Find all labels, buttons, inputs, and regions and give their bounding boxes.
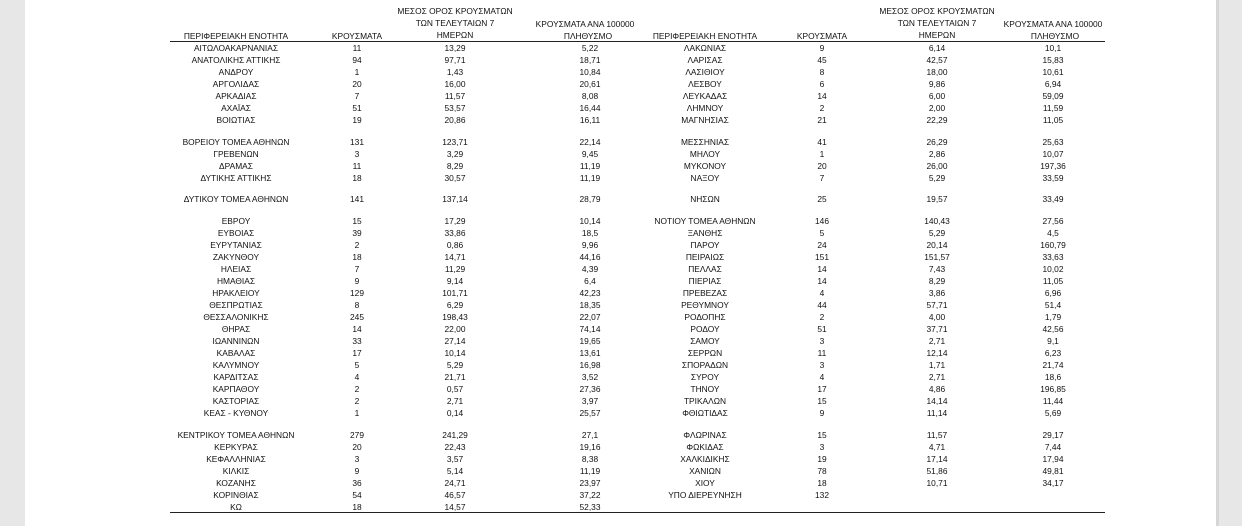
cell-per100k: 10,02 <box>1042 264 1064 274</box>
cell-avg: 1,43 <box>446 67 464 77</box>
cell-region: ΠΑΡΟΥ <box>690 240 720 250</box>
cell-region: ΜΕΣΣΗΝΙΑΣ <box>680 137 730 147</box>
cell-cases: 17 <box>817 384 827 394</box>
cell-cases: 1 <box>354 67 360 77</box>
cell-region: ΚΑΒΑΛΑΣ <box>216 348 256 358</box>
cell-avg: 5,29 <box>446 360 464 370</box>
cell-avg: 3,29 <box>446 149 464 159</box>
cell-cases: 33 <box>352 336 362 346</box>
cell-region: ΝΗΣΩΝ <box>690 194 720 204</box>
cell-avg: 11,57 <box>444 91 466 101</box>
cell-region: ΕΒΡΟΥ <box>221 216 251 226</box>
cell-avg: 11,57 <box>926 430 948 440</box>
cell-region: ΦΩΚΙΔΑΣ <box>686 442 724 452</box>
cell-per100k: 7,44 <box>1044 442 1062 452</box>
cell-region: ΚΟΖΑΝΗΣ <box>216 478 256 488</box>
cell-avg: 20,86 <box>444 115 466 125</box>
cell-cases: 5 <box>819 228 825 238</box>
cell-region: ΗΛΕΙΑΣ <box>220 264 252 274</box>
cell-cases: 9 <box>354 466 360 476</box>
cell-per100k: 9,1 <box>1047 336 1059 346</box>
cell-cases: 132 <box>815 490 829 500</box>
cell-cases: 54 <box>352 490 362 500</box>
cell-region: ΠΙΕΡΙΑΣ <box>688 276 722 286</box>
cell-cases: 14 <box>817 91 827 101</box>
cell-region: ΗΡΑΚΛΕΙΟΥ <box>212 288 260 298</box>
cell-cases: 51 <box>817 324 827 334</box>
cell-region: ΛΗΜΝΟΥ <box>686 103 724 113</box>
cell-per100k: 10,61 <box>1042 67 1064 77</box>
cell-avg: 140,43 <box>924 216 950 226</box>
cell-per100k: 42,23 <box>579 288 601 298</box>
cell-cases: 25 <box>817 194 827 204</box>
cell-cases: 151 <box>815 252 829 262</box>
cell-cases: 3 <box>354 454 360 464</box>
cell-avg: 57,71 <box>926 300 948 310</box>
cell-region: ΘΗΡΑΣ <box>221 324 251 334</box>
cell-per100k: 4,39 <box>581 264 599 274</box>
cell-avg: 2,71 <box>928 336 946 346</box>
cell-region: ΚΕΝΤΡΙΚΟΥ ΤΟΜΕΑ ΑΘΗΝΩΝ <box>177 430 295 440</box>
cell-region: ΧΑΝΙΩΝ <box>689 466 721 476</box>
cell-per100k: 18,35 <box>579 300 601 310</box>
cell-per100k: 11,59 <box>1042 103 1064 113</box>
cell-avg: 46,57 <box>444 490 466 500</box>
cell-per100k: 25,57 <box>579 408 601 418</box>
cell-region: ΚΕΡΚΥΡΑΣ <box>214 442 258 452</box>
cell-per100k: 16,98 <box>579 360 601 370</box>
cell-avg: 10,71 <box>926 478 948 488</box>
cell-avg: 22,00 <box>444 324 466 334</box>
cell-per100k: 27,36 <box>579 384 601 394</box>
cell-avg: 16,00 <box>444 79 466 89</box>
cell-per100k: 20,61 <box>579 79 601 89</box>
cell-per100k: 29,17 <box>1042 430 1064 440</box>
cell-cases: 17 <box>352 348 362 358</box>
cell-per100k: 27,56 <box>1042 216 1064 226</box>
cell-cases: 6 <box>819 79 825 89</box>
cell-avg: 5,29 <box>928 228 946 238</box>
cell-cases: 4 <box>819 372 825 382</box>
cell-cases: 8 <box>354 300 360 310</box>
cell-per100k: 196,85 <box>1040 384 1066 394</box>
header-per100k-line2: ΠΛΗΘΥΣΜΟ <box>563 31 613 41</box>
cell-avg: 53,57 <box>444 103 466 113</box>
cell-cases: 36 <box>352 478 362 488</box>
cell-avg: 8,29 <box>928 276 946 286</box>
cell-per100k: 11,19 <box>579 466 601 476</box>
cell-region: ΕΥΡΥΤΑΝΙΑΣ <box>210 240 262 250</box>
cell-avg: 14,14 <box>926 396 948 406</box>
cell-per100k: 18,5 <box>581 228 599 238</box>
cell-avg: 2,71 <box>928 372 946 382</box>
cell-avg: 22,43 <box>444 442 466 452</box>
cell-region: ΘΕΣΣΑΛΟΝΙΚΗΣ <box>203 312 269 322</box>
cell-cases: 14 <box>817 276 827 286</box>
cell-avg: 9,86 <box>928 79 946 89</box>
cell-cases: 131 <box>350 137 364 147</box>
cell-avg: 4,71 <box>928 442 946 452</box>
cell-avg: 51,86 <box>926 466 948 476</box>
cell-avg: 198,43 <box>442 312 468 322</box>
cell-avg: 6,14 <box>928 43 946 53</box>
cell-cases: 146 <box>815 216 829 226</box>
cell-region: ΑΝΑΤΟΛΙΚΗΣ ΑΤΤΙΚΗΣ <box>191 55 281 65</box>
cell-per100k: 10,1 <box>1044 43 1062 53</box>
cell-per100k: 33,59 <box>1042 173 1064 183</box>
header-cases: ΚΡΟΥΣΜΑΤΑ <box>331 31 383 41</box>
cell-region: ΚΑΛΥΜΝΟΥ <box>212 360 260 370</box>
cell-region: ΒΟΙΩΤΙΑΣ <box>216 115 256 125</box>
cell-region: ΣΠΟΡΑΔΩΝ <box>681 360 729 370</box>
cell-per100k: 33,63 <box>1042 252 1064 262</box>
cell-cases: 51 <box>352 103 362 113</box>
cell-avg: 26,00 <box>926 161 948 171</box>
cell-avg: 0,57 <box>446 384 464 394</box>
cell-avg: 0,14 <box>446 408 464 418</box>
cell-region: ΔΥΤΙΚΗΣ ΑΤΤΙΚΗΣ <box>200 173 272 183</box>
cell-per100k: 11,05 <box>1042 276 1064 286</box>
cell-per100k: 16,11 <box>579 115 601 125</box>
cell-per100k: 23,97 <box>579 478 601 488</box>
cell-region: ΑΡΚΑΔΙΑΣ <box>215 91 257 101</box>
cell-cases: 18 <box>352 502 362 512</box>
cell-avg: 5,14 <box>446 466 464 476</box>
cell-avg: 1,71 <box>928 360 946 370</box>
cell-cases: 9 <box>354 276 360 286</box>
cell-cases: 24 <box>817 240 827 250</box>
cell-avg: 21,71 <box>444 372 466 382</box>
cell-avg: 97,71 <box>444 55 466 65</box>
cell-cases: 14 <box>817 264 827 274</box>
header-cases: ΚΡΟΥΣΜΑΤΑ <box>796 31 848 41</box>
cell-avg: 4,00 <box>928 312 946 322</box>
cell-avg: 123,71 <box>442 137 468 147</box>
cell-region: ΝΟΤΙΟΥ ΤΟΜΕΑ ΑΘΗΝΩΝ <box>654 216 756 226</box>
header-avg-line2: ΤΩΝ ΤΕΛΕΥΤΑΙΩΝ 7 <box>897 18 977 28</box>
cell-cases: 20 <box>352 79 362 89</box>
cell-per100k: 9,45 <box>581 149 599 159</box>
cell-region: ΛΑΡΙΣΑΣ <box>687 55 723 65</box>
cell-avg: 241,29 <box>442 430 468 440</box>
header-rule <box>170 41 1105 42</box>
cell-cases: 94 <box>352 55 362 65</box>
header-per100k-line2: ΠΛΗΘΥΣΜΟ <box>1030 31 1080 41</box>
cell-cases: 41 <box>817 137 827 147</box>
cell-region: ΥΠΟ ΔΙΕΡΕΥΝΗΣΗ <box>668 490 742 500</box>
cell-per100k: 197,36 <box>1040 161 1066 171</box>
cell-per100k: 25,63 <box>1042 137 1064 147</box>
cell-region: ΞΑΝΘΗΣ <box>687 228 723 238</box>
cell-region: ΚΩ <box>230 502 242 512</box>
cell-per100k: 9,96 <box>581 240 599 250</box>
cell-avg: 33,86 <box>444 228 466 238</box>
cell-region: ΤΗΝΟΥ <box>690 384 720 394</box>
cell-per100k: 10,07 <box>1042 149 1064 159</box>
cell-avg: 8,29 <box>446 161 464 171</box>
cell-per100k: 10,14 <box>579 216 601 226</box>
cell-avg: 14,71 <box>444 252 466 262</box>
cell-region: ΗΜΑΘΙΑΣ <box>216 276 256 286</box>
cell-per100k: 3,97 <box>581 396 599 406</box>
cell-cases: 141 <box>350 194 364 204</box>
cell-cases: 2 <box>819 103 825 113</box>
header-avg-line2: ΤΩΝ ΤΕΛΕΥΤΑΙΩΝ 7 <box>415 18 495 28</box>
cell-per100k: 74,14 <box>579 324 601 334</box>
cell-cases: 5 <box>354 360 360 370</box>
cell-avg: 5,29 <box>928 173 946 183</box>
cell-cases: 15 <box>817 430 827 440</box>
cell-region: ΔΡΑΜΑΣ <box>219 161 253 171</box>
header-per100k-line1: ΚΡΟΥΣΜΑΤΑ ΑΝΑ 100000 <box>535 19 635 29</box>
cell-cases: 15 <box>352 216 362 226</box>
footer-rule <box>170 512 1105 513</box>
cell-cases: 21 <box>817 115 827 125</box>
cell-region: ΑΙΤΩΛΟΑΚΑΡΝΑΝΙΑΣ <box>193 43 279 53</box>
cell-region: ΓΡΕΒΕΝΩΝ <box>213 149 259 159</box>
cell-region: ΡΟΔΟΠΗΣ <box>684 312 726 322</box>
cell-region: ΡΕΘΥΜΝΟΥ <box>681 300 729 310</box>
cell-avg: 2,00 <box>928 103 946 113</box>
cell-avg: 101,71 <box>442 288 468 298</box>
cell-per100k: 42,56 <box>1042 324 1064 334</box>
cell-per100k: 1,79 <box>1044 312 1062 322</box>
cell-region: ΤΡΙΚΑΛΩΝ <box>683 396 727 406</box>
cell-region: ΚΟΡΙΝΘΙΑΣ <box>213 490 259 500</box>
cell-cases: 129 <box>350 288 364 298</box>
cell-region: ΛΑΚΩΝΙΑΣ <box>683 43 727 53</box>
cell-cases: 3 <box>819 336 825 346</box>
cell-per100k: 6,4 <box>584 276 596 286</box>
cell-per100k: 44,16 <box>579 252 601 262</box>
header-region: ΠΕΡΙΦΕΡΕΙΑΚΗ ΕΝΟΤΗΤΑ <box>183 31 289 41</box>
cell-region: ΣΑΜΟΥ <box>690 336 720 346</box>
header-avg-line3: ΗΜΕΡΩΝ <box>436 30 474 40</box>
cell-region: ΧΑΛΚΙΔΙΚΗΣ <box>680 454 730 464</box>
cell-cases: 11 <box>352 161 362 171</box>
cell-avg: 14,57 <box>444 502 466 512</box>
cell-cases: 15 <box>817 396 827 406</box>
cell-cases: 2 <box>819 312 825 322</box>
cell-avg: 18,00 <box>926 67 948 77</box>
cell-region: ΚΑΡΔΙΤΣΑΣ <box>213 372 259 382</box>
cell-avg: 3,57 <box>446 454 464 464</box>
cell-region: ΣΕΡΡΩΝ <box>687 348 723 358</box>
cell-cases: 19 <box>817 454 827 464</box>
cell-region: ΚΕΦΑΛΛΗΝΙΑΣ <box>206 454 266 464</box>
header-avg-line3: ΗΜΕΡΩΝ <box>918 30 956 40</box>
cell-avg: 19,57 <box>926 194 948 204</box>
cell-avg: 137,14 <box>442 194 468 204</box>
cell-region: ΝΑΞΟΥ <box>690 173 720 183</box>
cell-region: ΑΧΑΪΑΣ <box>221 103 251 113</box>
cell-region: ΚΑΣΤΟΡΙΑΣ <box>212 396 260 406</box>
cell-avg: 10,14 <box>444 348 466 358</box>
cell-cases: 2 <box>354 384 360 394</box>
cell-avg: 12,14 <box>926 348 948 358</box>
cell-region: ΠΡΕΒΕΖΑΣ <box>682 288 728 298</box>
cell-per100k: 52,33 <box>579 502 601 512</box>
cell-avg: 0,86 <box>446 240 464 250</box>
cell-cases: 3 <box>819 442 825 452</box>
cell-avg: 6,29 <box>446 300 464 310</box>
cell-cases: 2 <box>354 396 360 406</box>
cell-avg: 17,14 <box>926 454 948 464</box>
cell-region: ΑΡΓΟΛΙΔΑΣ <box>212 79 260 89</box>
cell-avg: 9,14 <box>446 276 464 286</box>
cell-cases: 3 <box>354 149 360 159</box>
cell-cases: 19 <box>352 115 362 125</box>
cell-per100k: 160,79 <box>1040 240 1066 250</box>
cell-per100k: 18,6 <box>1044 372 1062 382</box>
cell-avg: 4,86 <box>928 384 946 394</box>
cell-region: ΘΕΣΠΡΩΤΙΑΣ <box>209 300 263 310</box>
cell-avg: 11,29 <box>444 264 466 274</box>
cell-per100k: 10,84 <box>579 67 601 77</box>
cell-cases: 9 <box>819 408 825 418</box>
cell-per100k: 6,23 <box>1044 348 1062 358</box>
cell-per100k: 5,22 <box>581 43 599 53</box>
cell-avg: 151,57 <box>924 252 950 262</box>
cell-region: ΜΗΛΟΥ <box>689 149 721 159</box>
cell-per100k: 17,94 <box>1042 454 1064 464</box>
cell-cases: 14 <box>352 324 362 334</box>
cell-avg: 27,14 <box>444 336 466 346</box>
cell-per100k: 59,09 <box>1042 91 1064 101</box>
cell-region: ΧΙΟΥ <box>695 478 715 488</box>
cell-region: ΑΝΔΡΟΥ <box>218 67 254 77</box>
cell-cases: 20 <box>817 161 827 171</box>
cell-per100k: 6,94 <box>1044 79 1062 89</box>
cell-per100k: 33,49 <box>1042 194 1064 204</box>
cell-avg: 2,86 <box>928 149 946 159</box>
cell-cases: 8 <box>819 67 825 77</box>
cell-region: ΔΥΤΙΚΟΥ ΤΟΜΕΑ ΑΘΗΝΩΝ <box>183 194 289 204</box>
cell-per100k: 11,44 <box>1042 396 1064 406</box>
cell-cases: 1 <box>354 408 360 418</box>
header-avg-line1: ΜΕΣΟΣ ΟΡΟΣ ΚΡΟΥΣΜΑΤΩΝ <box>879 6 995 16</box>
cell-region: ΡΟΔΟΥ <box>690 324 720 334</box>
cell-cases: 18 <box>352 252 362 262</box>
cell-per100k: 8,38 <box>581 454 599 464</box>
cell-avg: 7,43 <box>928 264 946 274</box>
cell-avg: 3,86 <box>928 288 946 298</box>
cell-per100k: 11,19 <box>579 173 601 183</box>
cell-avg: 11,14 <box>926 408 948 418</box>
cell-per100k: 11,05 <box>1042 115 1064 125</box>
header-per100k-line1: ΚΡΟΥΣΜΑΤΑ ΑΝΑ 100000 <box>1003 19 1103 29</box>
cell-avg: 17,29 <box>444 216 466 226</box>
cell-region: ΦΘΙΩΤΙΔΑΣ <box>682 408 728 418</box>
cell-cases: 1 <box>819 149 825 159</box>
cell-region: ΕΥΒΟΙΑΣ <box>217 228 255 238</box>
cell-avg: 6,00 <box>928 91 946 101</box>
cell-cases: 3 <box>819 360 825 370</box>
cell-avg: 37,71 <box>926 324 948 334</box>
cell-per100k: 5,69 <box>1044 408 1062 418</box>
header-region: ΠΕΡΙΦΕΡΕΙΑΚΗ ΕΝΟΤΗΤΑ <box>652 31 758 41</box>
cell-cases: 39 <box>352 228 362 238</box>
cell-per100k: 28,79 <box>579 194 601 204</box>
cell-per100k: 27,1 <box>581 430 599 440</box>
cell-cases: 20 <box>352 442 362 452</box>
cell-per100k: 51,4 <box>1044 300 1062 310</box>
cell-per100k: 11,19 <box>579 161 601 171</box>
cell-cases: 4 <box>354 372 360 382</box>
cell-per100k: 13,61 <box>579 348 601 358</box>
cell-cases: 9 <box>819 43 825 53</box>
cell-cases: 78 <box>817 466 827 476</box>
cell-avg: 22,29 <box>926 115 948 125</box>
cell-avg: 13,29 <box>444 43 466 53</box>
cell-region: ΚΕΑΣ - ΚΥΘΝΟΥ <box>203 408 269 418</box>
cell-per100k: 15,83 <box>1042 55 1064 65</box>
cell-avg: 42,57 <box>926 55 948 65</box>
cell-cases: 279 <box>350 430 364 440</box>
cell-per100k: 6,96 <box>1044 288 1062 298</box>
cell-region: ΠΕΛΛΑΣ <box>688 264 722 274</box>
cell-per100k: 18,71 <box>579 55 601 65</box>
cell-cases: 2 <box>354 240 360 250</box>
cell-cases: 7 <box>354 91 360 101</box>
page-edge-shadow <box>1216 0 1219 526</box>
cell-cases: 7 <box>354 264 360 274</box>
cell-region: ΠΕΙΡΑΙΩΣ <box>685 252 725 262</box>
cell-avg: 30,57 <box>444 173 466 183</box>
cell-region: ΙΩΑΝΝΙΝΩΝ <box>212 336 260 346</box>
cell-cases: 245 <box>350 312 364 322</box>
cell-cases: 18 <box>352 173 362 183</box>
cell-cases: 11 <box>817 348 827 358</box>
cell-per100k: 19,65 <box>579 336 601 346</box>
cell-per100k: 19,16 <box>579 442 601 452</box>
cell-per100k: 34,17 <box>1042 478 1064 488</box>
cell-cases: 11 <box>352 43 362 53</box>
cell-region: ΛΕΥΚΑΔΑΣ <box>682 91 728 101</box>
cell-avg: 2,71 <box>446 396 464 406</box>
cell-region: ΣΥΡΟΥ <box>690 372 720 382</box>
cell-region: ΒΟΡΕΙΟΥ ΤΟΜΕΑ ΑΘΗΝΩΝ <box>182 137 290 147</box>
cell-region: ΖΑΚΥΝΘΟΥ <box>212 252 260 262</box>
header-avg-line1: ΜΕΣΟΣ ΟΡΟΣ ΚΡΟΥΣΜΑΤΩΝ <box>397 6 513 16</box>
cell-avg: 26,29 <box>926 137 948 147</box>
cell-region: ΛΕΣΒΟΥ <box>688 79 722 89</box>
cell-per100k: 37,22 <box>579 490 601 500</box>
cell-region: ΚΙΛΚΙΣ <box>222 466 250 476</box>
cell-region: ΜΑΓΝΗΣΙΑΣ <box>681 115 729 125</box>
cell-cases: 7 <box>819 173 825 183</box>
cell-region: ΛΑΣΙΘΙΟΥ <box>685 67 725 77</box>
cell-region: ΚΑΡΠΑΘΟΥ <box>212 384 260 394</box>
cell-avg: 20,14 <box>926 240 948 250</box>
cell-per100k: 22,07 <box>579 312 601 322</box>
cell-per100k: 3,52 <box>581 372 599 382</box>
cell-per100k: 16,44 <box>579 103 601 113</box>
cell-cases: 45 <box>817 55 827 65</box>
cell-per100k: 49,81 <box>1042 466 1064 476</box>
cell-per100k: 8,08 <box>581 91 599 101</box>
cell-cases: 18 <box>817 478 827 488</box>
cell-per100k: 22,14 <box>579 137 601 147</box>
cell-per100k: 21,74 <box>1042 360 1064 370</box>
cell-region: ΦΛΩΡΙΝΑΣ <box>683 430 727 440</box>
cell-cases: 44 <box>817 300 827 310</box>
cell-cases: 4 <box>819 288 825 298</box>
cell-avg: 24,71 <box>444 478 466 488</box>
cell-region: ΜΥΚΟΝΟΥ <box>683 161 727 171</box>
cell-per100k: 4,5 <box>1047 228 1059 238</box>
